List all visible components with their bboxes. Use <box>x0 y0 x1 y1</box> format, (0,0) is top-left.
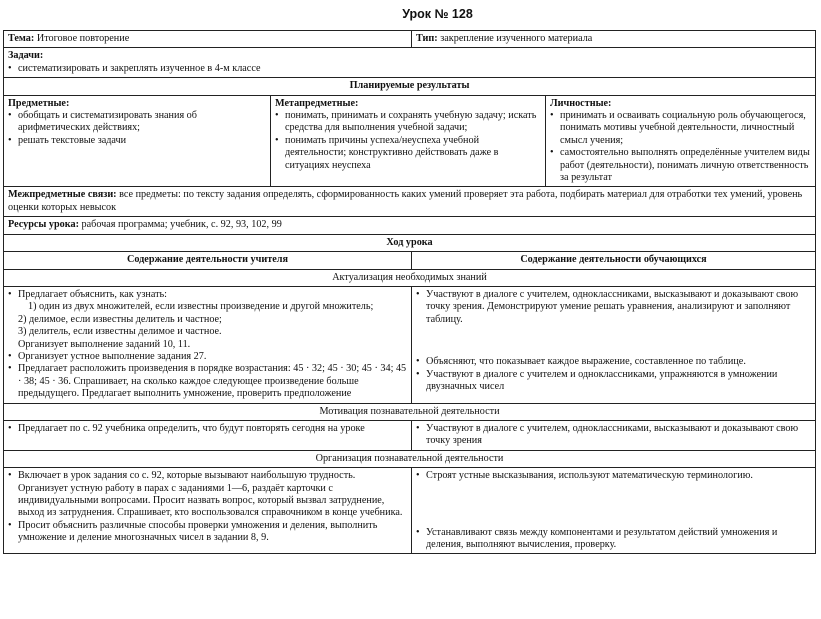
planned-results-row <box>4 95 816 187</box>
resources-value: рабочая программа; учебник, с. 92, 93, 102, 99 <box>81 219 282 231</box>
student-activity-item: • Строят устные высказывания, используют математическую терминологию. <box>416 470 811 482</box>
student-activity-item: • Объясняют, что показывает каждое выражение, составленное по таблице. <box>416 356 811 368</box>
subject-result-item: • обобщать и систематизировать знания об арифметических действиях; <box>8 110 266 135</box>
student-activity-item: • Участвуют в диалоге с учителем, одноклассниками, высказывают и доказывают свою точку зрения <box>416 423 811 448</box>
teacher-activity-item: • Просит объяснить различные способы проверки умножения и деления, выполнить умножение и деление многозначных чисел в задании 8, 9. <box>8 520 407 545</box>
meta-results-label: Метапредметные: <box>275 97 359 109</box>
stage-title: Мотивация познавательной деятельности <box>4 403 816 420</box>
stage-content-row <box>4 468 816 554</box>
lesson-title: Урок № 128 <box>402 7 473 21</box>
teacher-activity-item: • Предлагает по с. 92 учебника определить, что будут повторять сегодня на уроке <box>8 423 407 435</box>
student-activity-item: • Участвуют в диалоге с учителем и одноклассниками, упражняются в умножении двузначных чисел <box>416 369 811 394</box>
teacher-activity-item <box>8 289 407 351</box>
teacher-activity-cell <box>4 286 412 403</box>
topic-value: Итоговое повторение <box>36 33 130 44</box>
task-item: • систематизировать и закреплять изученное в 4-м классе <box>8 63 811 75</box>
stage-content-row <box>4 286 816 403</box>
teacher-activity-subitem: 2) делимое, если известны делитель и частное; <box>18 313 222 325</box>
teacher-activity-list <box>8 470 407 544</box>
teacher-activity-subitem: 1) один из двух множителей, если известны произведение и другой множитель; <box>28 301 374 313</box>
stage-title: Актуализация необходимых знаний <box>4 269 816 286</box>
header-row <box>4 31 816 48</box>
type-label: Тип: <box>416 33 438 44</box>
stage-content-row <box>4 420 816 450</box>
meta-result-item: • понимать, принимать и сохранять учебную задачу; искать средства для выполнения учебной задачи; <box>275 110 541 135</box>
student-activity-cell <box>412 468 816 554</box>
meta-results-cell <box>271 95 546 187</box>
student-activity-list <box>416 289 811 393</box>
planned-results-heading: Планируемые результаты <box>4 78 816 95</box>
student-activity-cell <box>412 286 816 403</box>
resources-row <box>4 217 816 234</box>
meta-result-item: • понимать причины успеха/неуспеха учебной деятельности; конструктивно действовать даже в ситуациях неуспеха <box>275 135 541 172</box>
teacher-activity-text: • Предлагает объяснить, как узнать: <box>18 288 168 300</box>
teacher-activity-item: • Включает в урок задания со с. 92, которые вызывают наибольшую трудность. Организует устную работу в парах с заданиями 1—6, раздаёт карточки с индивидуальными вопросами. Просит назвать вопрос, который вызвал затруднение, выход из затруднения. Спрашивает, кто воспользовался справочником в конце учебника. <box>8 470 407 520</box>
personal-result-item: • принимать и осваивать социальную роль обучающегося, понимать мотивы учебной деятельности, личностный смысл учения; <box>550 110 811 147</box>
tasks-label: Задачи: <box>8 50 44 62</box>
course-heading-row <box>4 234 816 251</box>
topic-label: Тема: <box>8 33 35 44</box>
interdisciplinary-cell <box>4 187 816 217</box>
topic-cell <box>4 31 412 48</box>
interdisciplinary-label: Межпредметные связи: <box>8 189 117 201</box>
teacher-activity-cell <box>4 468 412 554</box>
personal-results-cell <box>546 95 816 187</box>
teacher-activity-subitem: 3) делитель, если известны делимое и частное. <box>18 326 222 338</box>
column-headers-row <box>4 252 816 269</box>
tasks-row <box>4 48 816 78</box>
subject-results-label: Предметные: <box>8 97 70 109</box>
teacher-activity-cell <box>4 420 412 450</box>
student-activity-item: • Участвуют в диалоге с учителем, одноклассниками, высказывают и доказывают свою точку зрения. Демонстрируют умение решать уравнения, анализируют и заполняют таблицу. <box>416 289 811 326</box>
subject-results-list <box>8 110 266 147</box>
personal-result-item: • самостоятельно выполнять определённые учителем виды работ (деятельности), понимать личную ответственность за результат <box>550 147 811 184</box>
interdisciplinary-row <box>4 187 816 217</box>
personal-results-list <box>550 110 811 184</box>
personal-results-label: Личностные: <box>550 97 612 109</box>
course-heading: Ход урока <box>4 234 816 251</box>
stage-title-row <box>4 269 816 286</box>
planned-results-heading-row <box>4 78 816 95</box>
student-activity-list <box>416 423 811 448</box>
subject-results-cell <box>4 95 271 187</box>
teacher-activity-item: • Организует устное выполнение задания 27. <box>8 351 407 363</box>
interdisciplinary-value: все предметы: по тексту задания определять, сформированность каких умений проверяет эта работа, подбирать материал для отработки тех умений, уровень оценки которых невысок <box>8 189 803 213</box>
tasks-list <box>8 63 811 75</box>
stage-title: Организация познавательной деятельности <box>4 450 816 467</box>
type-cell <box>412 31 816 48</box>
teacher-activity-subitem: Организует выполнение заданий 10, 11. <box>18 338 191 350</box>
student-activity-cell <box>412 420 816 450</box>
stage-title-row <box>4 403 816 420</box>
resources-label: Ресурсы урока: <box>8 219 79 231</box>
teacher-column-header: Содержание деятельности учителя <box>4 252 412 269</box>
student-column-header: Содержание деятельности обучающихся <box>412 252 816 269</box>
subject-result-item: • решать текстовые задачи <box>8 135 266 147</box>
resources-cell <box>4 217 816 234</box>
tasks-cell <box>4 48 816 78</box>
teacher-activity-item: • Предлагает расположить произведения в порядке возрастания: 45 · 32; 45 · 30; 45 · 34; 45 · 38; 45 · 36. Спрашивает, на сколько каждое следующее произведение больше предыдущего. Предлагает выполнить умножение, проверить предположение <box>8 363 407 400</box>
lesson-table <box>3 30 816 554</box>
type-value: закрепление изученного материала <box>440 33 593 44</box>
teacher-activity-list <box>8 423 407 435</box>
student-activity-list <box>416 470 811 551</box>
student-activity-item: • Устанавливают связь между компонентами и результатом действий умножения и деления, выполняют вычисления, проверку. <box>416 527 811 552</box>
teacher-activity-list <box>8 289 407 401</box>
meta-results-list <box>275 110 541 172</box>
stage-title-row <box>4 450 816 467</box>
